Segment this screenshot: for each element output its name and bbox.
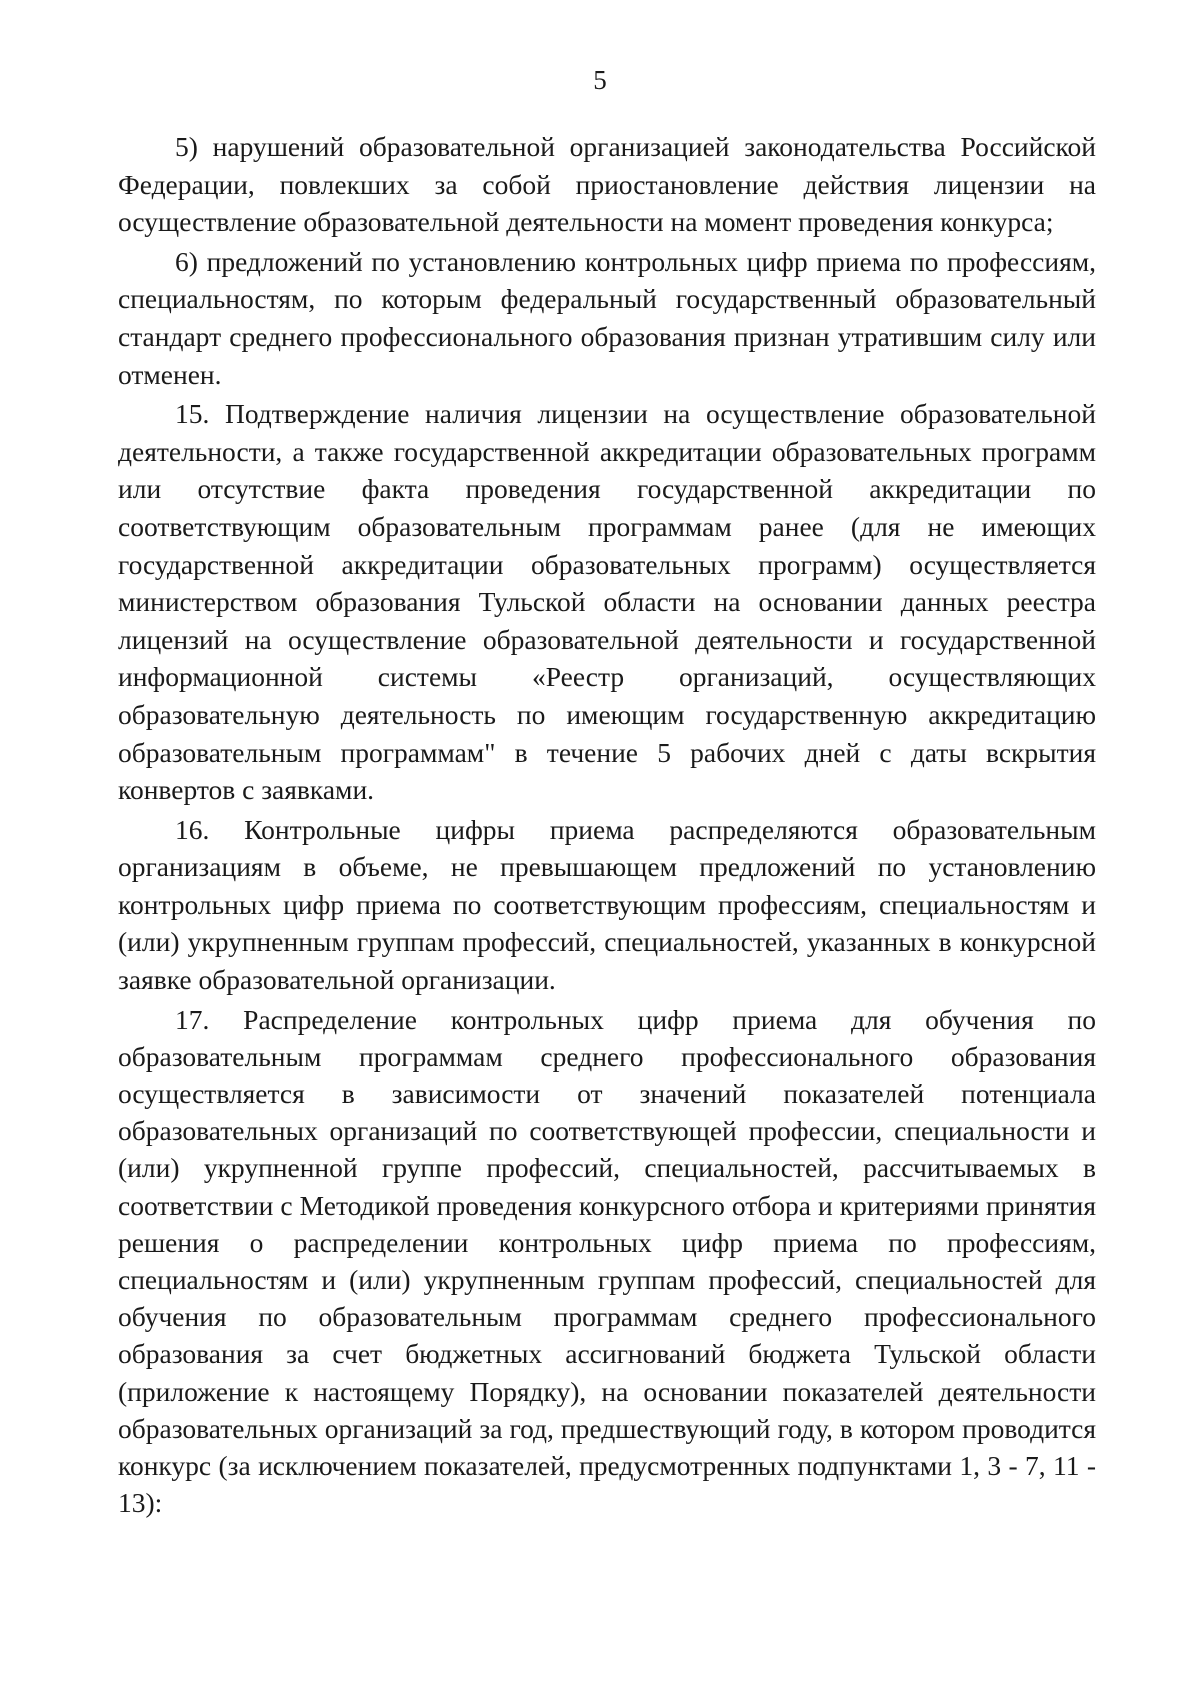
paragraph-16: 16. Контрольные цифры приема распределяются образовательным организациям в объеме, не превышающем предложений по установлению контрольных цифр приема по соответствующим профессиям, специальностям и (или) укрупненным группам профессий, специальностей, указанных в конкурсной заявке образовательной организации. xyxy=(118,813,1096,996)
paragraph-item-6: 6) предложений по установлению контрольных цифр приема по профессиям, специальностям, по которым федеральный государственный образовательный стандарт среднего профессионального образования признан утратившим силу или отменен. xyxy=(118,245,1096,390)
paragraph-17: 17. Распределение контрольных цифр приема для обучения по образовательным программам среднего профессионального образования осуществляется в зависимости от значений показателей потенциала образовательных организаций по соответствующей профессии, специальности и (или) укрупненной группе профессий, специальностей, рассчитываемых в соответствии с Методикой проведения конкурсного отбора и критериями принятия решения о распределении контрольных цифр приема по профессиям, специальностям и (или) укрупненным группам профессий, специальностей для обучения по образовательным программам среднего профессионального образования за счет бюджетных ассигнований бюджета Тульской области (приложение к настоящему Порядку), на основании показателей деятельности образовательных организаций за год, предшествующий году, в котором проводится конкурс (за исключением показателей, предусмотренных подпунктами 1, 3 - 7, 11 - 13): xyxy=(118,1003,1096,1519)
paragraph-15: 15. Подтверждение наличия лицензии на осуществление образовательной деятельности, а также государственной аккредитации образовательных программ или отсутствие факта проведения государственной аккредитации по соответствующим образовательным программам ранее (для не имеющих государственной аккредитации образовательных программ) осуществляется министерством образования Тульской области на основании данных реестра лицензий на осуществление образовательной деятельности и государственной информационной системы «Реестр организаций, осуществляющих образовательную деятельность по имеющим государственную аккредитацию образовательным программам" в течение 5 рабочих дней с даты вскрытия конвертов с заявками. xyxy=(118,398,1096,806)
document-body xyxy=(118,128,1096,1524)
page-number: 5 xyxy=(593,65,607,95)
paragraph-item-5: 5) нарушений образовательной организацией законодательства Российской Федерации, повлекших за собой приостановление действия лицензии на осуществление образовательной деятельности на момент проведения конкурса; xyxy=(118,131,1096,238)
